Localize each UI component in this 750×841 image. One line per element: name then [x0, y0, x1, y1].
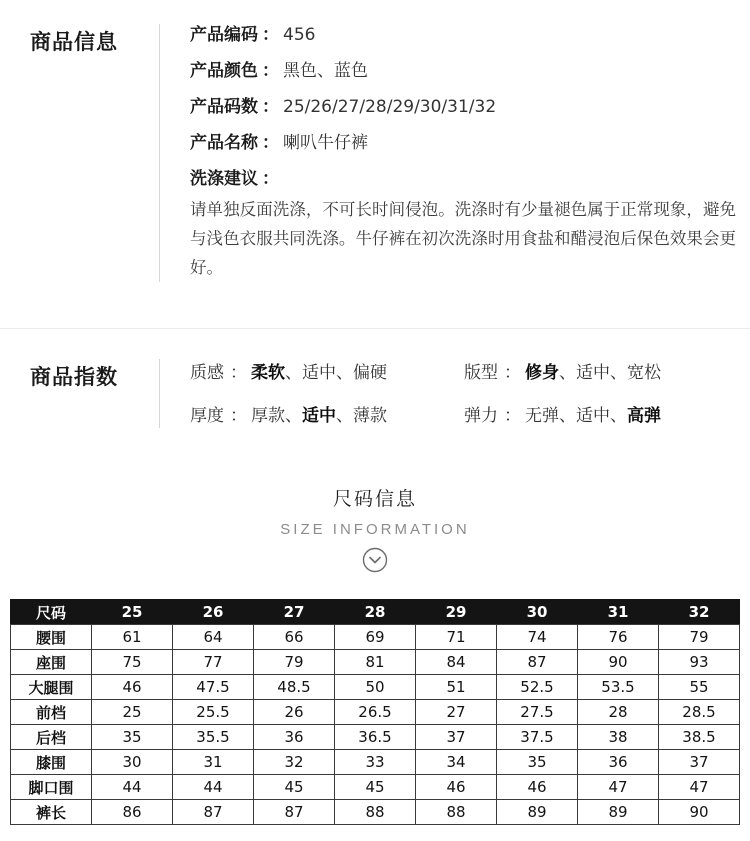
metric-option: 薄款 [353, 406, 387, 426]
table-row [11, 625, 740, 650]
measurement-row-label: 大腿围 [11, 675, 92, 700]
size-value-cell: 87 [254, 800, 335, 825]
field-colon: ： [262, 97, 279, 117]
size-value-cell: 77 [173, 650, 254, 675]
measurement-row-label: 腰围 [11, 625, 92, 650]
size-value-cell: 44 [173, 775, 254, 800]
size-value-cell: 66 [254, 625, 335, 650]
product-index-title-col [0, 359, 160, 428]
metric-label: 版型 [464, 363, 498, 383]
metric-option: 适中 [576, 363, 610, 383]
measurement-row-label: 裤长 [11, 800, 92, 825]
measurement-row-label: 前档 [11, 700, 92, 725]
product-info-title-col [0, 24, 160, 282]
measurement-row-label: 脚口围 [11, 775, 92, 800]
size-value-cell: 86 [92, 800, 173, 825]
table-row [11, 700, 740, 725]
size-value-cell: 36.5 [335, 725, 416, 750]
field-colon: ： [262, 25, 279, 45]
size-value-cell: 25.5 [173, 700, 254, 725]
size-value-cell: 79 [659, 625, 740, 650]
metric-option: 偏硬 [353, 363, 387, 383]
size-value-cell: 47.5 [173, 675, 254, 700]
metric-colon: ： [504, 406, 521, 426]
size-value-cell: 35 [92, 725, 173, 750]
product-index-section [0, 329, 750, 428]
field-value: 黑色、蓝色 [283, 61, 368, 81]
size-value-cell: 74 [497, 625, 578, 650]
size-value-cell: 84 [416, 650, 497, 675]
measurement-row-label: 膝围 [11, 750, 92, 775]
size-value-cell: 37.5 [497, 725, 578, 750]
wash-instructions: 请单独反面洗涤，不可长时间侵泡。洗涤时有少量褪色属于正常现象，避免与浅色衣服共同洗涤。牛仔裤在初次洗涤时用食盐和醋浸泡后保色效果会更好。 [190, 200, 736, 277]
size-value-cell: 38 [578, 725, 659, 750]
size-info-title-en: SIZE INFORMATION [280, 521, 470, 538]
size-value-cell: 75 [92, 650, 173, 675]
table-row [11, 775, 740, 800]
field-label: 产品编码 [190, 25, 258, 45]
size-info-expand[interactable] [0, 547, 750, 573]
product-field-row [190, 24, 738, 46]
size-value-cell: 93 [659, 650, 740, 675]
field-colon: ： [262, 133, 279, 153]
chevron-down-circle-icon [362, 547, 388, 573]
size-column-header: 尺码 [11, 600, 92, 625]
metric-colon: ： [230, 363, 247, 383]
field-label: 产品颜色 [190, 61, 258, 81]
size-value-cell: 81 [335, 650, 416, 675]
product-field-row [190, 60, 738, 82]
size-value-cell: 53.5 [578, 675, 659, 700]
metric-label: 厚度 [190, 406, 224, 426]
size-value-cell: 90 [659, 800, 740, 825]
metric-option-separator: 、 [285, 406, 302, 426]
metric-option-selected: 修身 [525, 363, 559, 383]
section-title-product-index: 商品指数 [30, 365, 118, 389]
field-colon: ： [262, 61, 279, 81]
size-table-body [11, 625, 740, 825]
size-table-head [11, 600, 740, 625]
table-row [11, 675, 740, 700]
size-value-cell: 47 [578, 775, 659, 800]
size-value-cell: 44 [92, 775, 173, 800]
size-value-cell: 36 [254, 725, 335, 750]
size-value-cell: 45 [254, 775, 335, 800]
size-value-cell: 87 [173, 800, 254, 825]
size-value-cell: 28.5 [659, 700, 740, 725]
size-column-header: 25 [92, 600, 173, 625]
size-value-cell: 26 [254, 700, 335, 725]
metric-colon: ： [230, 406, 247, 426]
metric-option-separator: 、 [285, 363, 302, 383]
metric-option-selected: 柔软 [251, 363, 285, 383]
size-value-cell: 76 [578, 625, 659, 650]
size-value-cell: 26.5 [335, 700, 416, 725]
field-value: 喇叭牛仔裤 [283, 133, 368, 153]
measurement-row-label: 座围 [11, 650, 92, 675]
metric-row [190, 361, 464, 385]
metric-row [464, 361, 738, 385]
table-row [11, 725, 740, 750]
wash-label-row [190, 168, 738, 190]
size-value-cell: 30 [92, 750, 173, 775]
size-value-cell: 46 [416, 775, 497, 800]
metric-option-separator: 、 [336, 406, 353, 426]
size-value-cell: 35.5 [173, 725, 254, 750]
size-value-cell: 34 [416, 750, 497, 775]
field-value: 456 [283, 25, 316, 45]
size-value-cell: 69 [335, 625, 416, 650]
metric-option: 适中 [302, 363, 336, 383]
size-value-cell: 31 [173, 750, 254, 775]
size-value-cell: 35 [497, 750, 578, 775]
size-value-cell: 32 [254, 750, 335, 775]
size-value-cell: 33 [335, 750, 416, 775]
size-value-cell: 61 [92, 625, 173, 650]
size-column-header: 26 [173, 600, 254, 625]
size-value-cell: 71 [416, 625, 497, 650]
size-column-header: 32 [659, 600, 740, 625]
product-index-content [160, 359, 738, 428]
size-value-cell: 88 [335, 800, 416, 825]
table-row [11, 750, 740, 775]
metrics-grid [190, 359, 738, 428]
size-value-cell: 88 [416, 800, 497, 825]
metric-option-selected: 高弹 [627, 406, 661, 426]
metric-row [464, 404, 738, 428]
size-info-header [0, 484, 750, 573]
metric-label: 质感 [190, 363, 224, 383]
size-value-cell: 89 [497, 800, 578, 825]
size-value-cell: 38.5 [659, 725, 740, 750]
measurement-row-label: 后档 [11, 725, 92, 750]
metric-option-separator: 、 [559, 406, 576, 426]
product-field-row [190, 96, 738, 118]
field-label: 产品码数 [190, 97, 258, 117]
size-value-cell: 55 [659, 675, 740, 700]
product-field-row [190, 132, 738, 154]
size-info-title-cn: 尺码信息 [332, 488, 417, 510]
size-value-cell: 36 [578, 750, 659, 775]
size-value-cell: 47 [659, 775, 740, 800]
wash-label: 洗涤建议 [190, 169, 258, 189]
metric-option-separator: 、 [336, 363, 353, 383]
size-table [10, 599, 740, 825]
metric-option-separator: 、 [559, 363, 576, 383]
product-info-content [160, 24, 738, 282]
metric-option-separator: 、 [610, 406, 627, 426]
metric-option: 无弹 [525, 406, 559, 426]
size-column-header: 27 [254, 600, 335, 625]
size-value-cell: 28 [578, 700, 659, 725]
size-value-cell: 37 [416, 725, 497, 750]
product-fields [190, 24, 738, 154]
size-value-cell: 48.5 [254, 675, 335, 700]
size-value-cell: 25 [92, 700, 173, 725]
size-value-cell: 37 [659, 750, 740, 775]
size-value-cell: 45 [335, 775, 416, 800]
wash-colon: ： [262, 169, 279, 189]
size-value-cell: 50 [335, 675, 416, 700]
size-value-cell: 46 [92, 675, 173, 700]
size-value-cell: 64 [173, 625, 254, 650]
table-row [11, 800, 740, 825]
section-title-product-info: 商品信息 [30, 30, 118, 54]
size-value-cell: 89 [578, 800, 659, 825]
product-info-section [0, 24, 750, 282]
field-value: 25/26/27/28/29/30/31/32 [283, 97, 497, 117]
metric-label: 弹力 [464, 406, 498, 426]
metric-row [190, 404, 464, 428]
size-value-cell: 27.5 [497, 700, 578, 725]
size-column-header: 30 [497, 600, 578, 625]
size-value-cell: 51 [416, 675, 497, 700]
table-row [11, 650, 740, 675]
size-column-header: 29 [416, 600, 497, 625]
size-table-header-row [11, 600, 740, 625]
size-value-cell: 79 [254, 650, 335, 675]
size-value-cell: 52.5 [497, 675, 578, 700]
size-column-header: 28 [335, 600, 416, 625]
size-value-cell: 46 [497, 775, 578, 800]
metric-option-selected: 适中 [302, 406, 336, 426]
metric-option: 厚款 [251, 406, 285, 426]
metric-option: 宽松 [627, 363, 661, 383]
field-label: 产品名称 [190, 133, 258, 153]
metric-option-separator: 、 [610, 363, 627, 383]
size-value-cell: 90 [578, 650, 659, 675]
metric-colon: ： [504, 363, 521, 383]
size-column-header: 31 [578, 600, 659, 625]
metric-option: 适中 [576, 406, 610, 426]
size-value-cell: 87 [497, 650, 578, 675]
size-value-cell: 27 [416, 700, 497, 725]
